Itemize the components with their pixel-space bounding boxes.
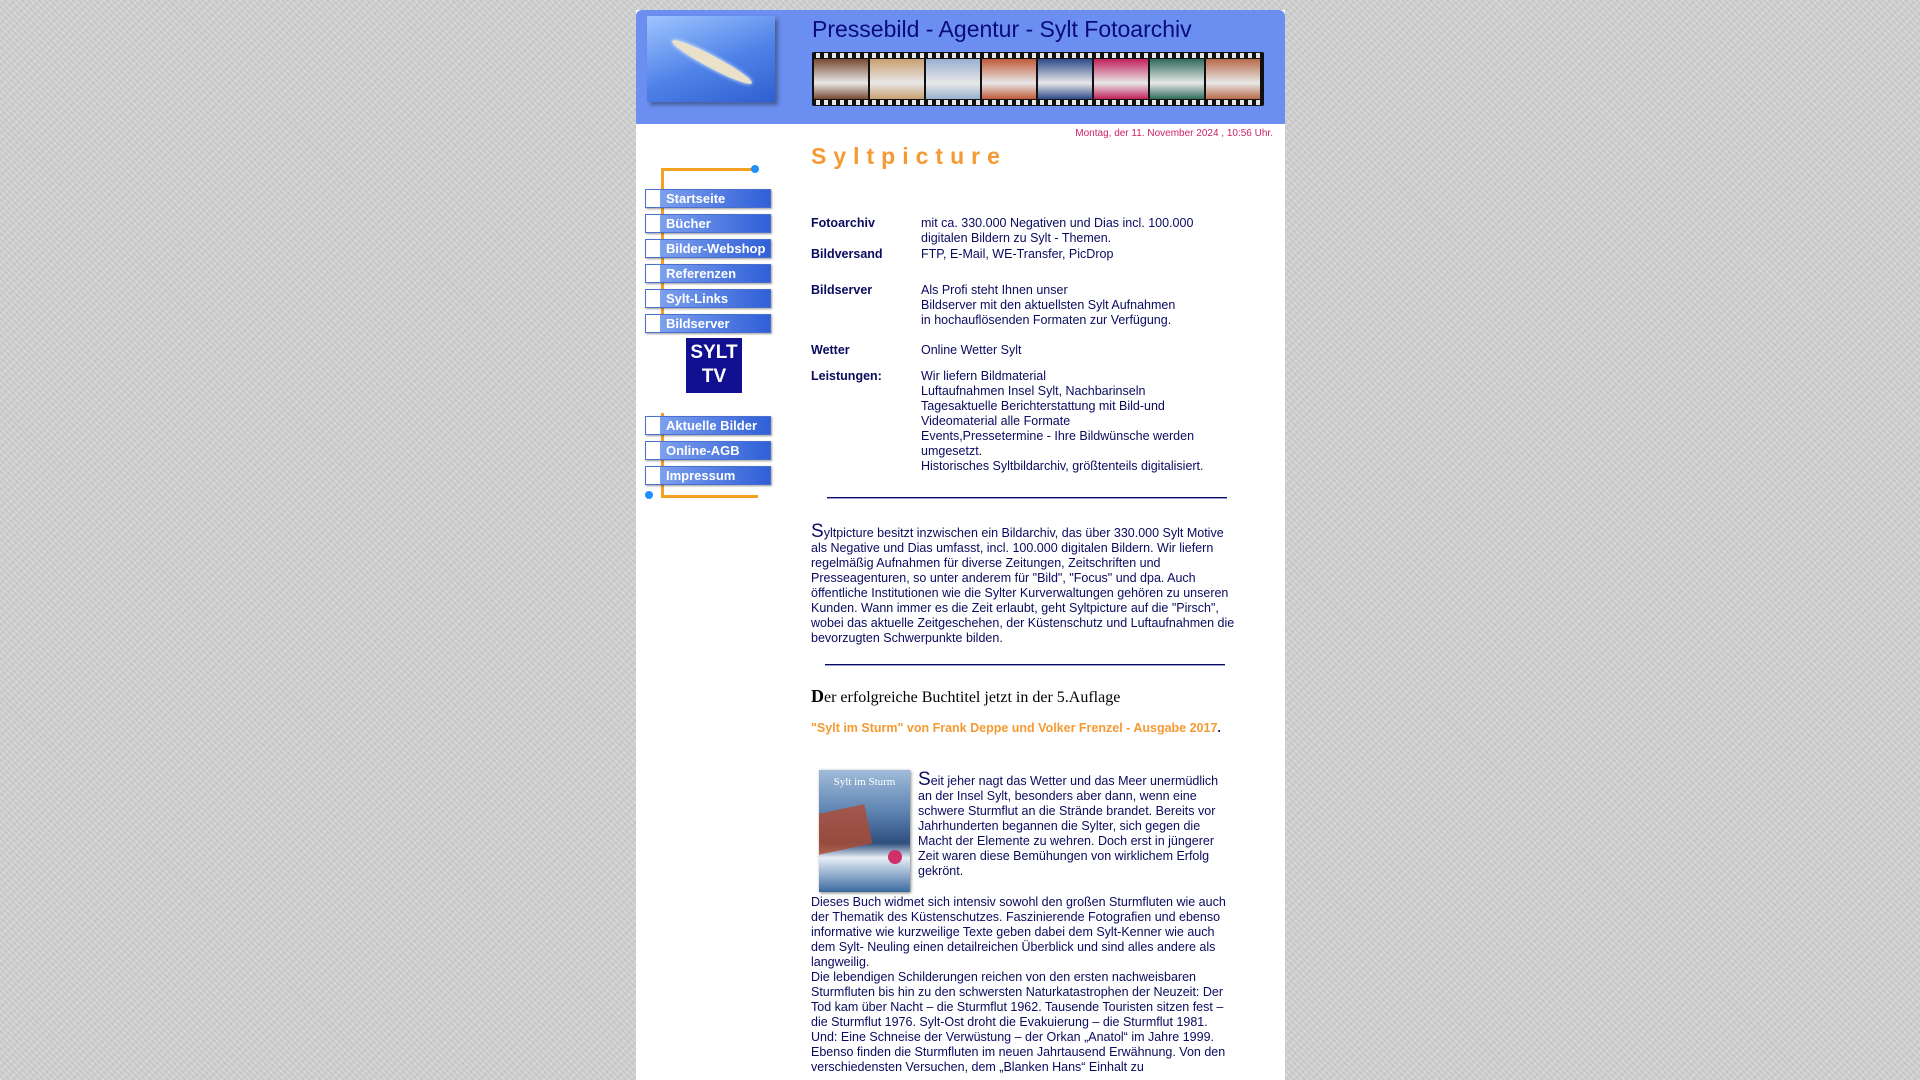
info-label: Leistungen:	[811, 369, 882, 383]
book-description	[918, 769, 1233, 879]
site-title: Pressebild - Agentur - Sylt Fotoarchiv	[812, 16, 1192, 42]
info-value-line: in hochauflösenden Formaten zur Verfügung.	[921, 313, 1172, 327]
filmstrip-banner	[812, 52, 1264, 106]
film-frame-photo	[1094, 59, 1148, 99]
info-value-line: Als Profi steht Ihnen unser	[921, 283, 1068, 297]
film-frames	[814, 59, 1260, 99]
info-label: Fotoarchiv	[811, 216, 875, 230]
divider-2	[825, 664, 1225, 666]
tv-logo-line2: TV	[701, 366, 727, 387]
info-value-line: Tagesaktuelle Berichterstattung mit Bild-und	[921, 399, 1165, 413]
sylt-tv-logo[interactable]	[686, 338, 742, 393]
island-shape	[669, 36, 754, 89]
info-value-line: Bildserver mit den aktuellsten Sylt Aufnahmen	[921, 298, 1176, 312]
header	[636, 10, 1285, 124]
nav-item-bildserver[interactable]: Bildserver	[645, 314, 771, 333]
info-value-line: Events,Pressetermine - Ihre Bildwünsche werden	[921, 429, 1195, 443]
date-line: Montag, der 11. November 2024 , 10:56 Uhr.	[1075, 128, 1273, 139]
film-perforation-bottom	[812, 100, 1264, 105]
intro-paragraph	[811, 521, 1236, 646]
film-frame-photo	[1206, 59, 1260, 99]
book-link[interactable]: "Sylt im Sturm" von Frank Deppe und Volker Frenzel - Ausgabe 2017	[811, 721, 1218, 735]
book-link-tail: .	[1217, 721, 1221, 735]
nav-item-online-agb[interactable]: Online-AGB	[645, 441, 771, 460]
divider-1	[827, 497, 1227, 499]
info-value	[921, 216, 1226, 246]
info-value-line: mit ca. 330.000 Negativen und Dias incl. 100.000	[921, 216, 1194, 230]
nav-dot-bottom	[645, 491, 653, 499]
info-value-line: umgesetzt.	[921, 444, 983, 458]
nav-item-buecher[interactable]: Bücher	[645, 214, 771, 233]
nav-item-bilder-webshop[interactable]: Bilder-Webshop	[645, 239, 771, 258]
nav-item-impressum[interactable]: Impressum	[645, 466, 771, 485]
info-label: Wetter	[811, 343, 850, 357]
book-paragraph-3: Die lebendigen Schilderungen reichen von den ersten nachweisbaren Sturmfluten bis hin zu den schwersten Naturkatastrophen der Neuzeit: Der Tod kam über Nacht – die Sturmflut 1962. Tausende Touristen sitzen fest – die Sturmflut 1976. Sylt-Ost droht die Evakuierung – die Sturmflut 1981. Und: Eine Schneise der Verwüstung – der Orkan „Anatol“ im Jahre 1999. Ebenso finden die Sturmfluten im neuen Jahrtausend Erwähnung. Von den verschiedensten Versuchen, dem „Blanken Hans“ Einhalt zu	[811, 970, 1226, 1074]
brand-heading: Syltpicture	[811, 143, 1007, 169]
film-frame-photo	[870, 59, 924, 99]
tv-logo-line1: SYLT	[690, 342, 738, 363]
info-value-line: digitalen Bildern zu Sylt - Themen.	[921, 231, 1112, 245]
info-label: Bildserver	[811, 283, 873, 297]
intro-dropcap: S	[811, 521, 824, 542]
book-cover-title: Sylt im Sturm	[833, 776, 896, 788]
info-value	[921, 343, 1226, 358]
film-frame-photo	[1150, 59, 1204, 99]
book-heading	[811, 686, 1120, 707]
book-cover-image[interactable]	[819, 770, 910, 892]
book-link-wrap	[811, 720, 1231, 737]
nav-dot-top	[751, 165, 759, 173]
book-heading-text: er erfolgreiche Buchtitel jetzt in der 5.Auflage	[824, 689, 1121, 706]
book-desc-text: eit jeher nagt das Wetter und das Meer unermüdlich an der Insel Sylt, besonders aber dann, wenn eine schwere Sturmflut an die Strände brandet. Bereits vor Jahrhunderten begannen die Sylter, sich gegen die Macht der Elemente zu wehren. Doch erst in jüngerer Zeit waren diese Bemühungen von wirklichem Erfolg gekrönt.	[918, 774, 1219, 878]
cover-cliff-shape	[819, 804, 873, 856]
nav-item-aktuelle-bilder[interactable]: Aktuelle Bilder	[645, 416, 771, 435]
info-value-line: Wir liefern Bildmaterial	[921, 369, 1047, 383]
intro-text: yltpicture besitzt inzwischen ein Bildarchiv, das über 330.000 Sylt Motive als Negative und Dias umfasst, incl. 100.000 digitalen Bildern. Wir liefern regelmäßig Aufnahmen für diverse Zeitungen, Zeitschriften und Presseagenturen, so unter anderem für "Bild", "Focus" und dpa. Auch öffentliche Institutionen wie die Sylter Kurverwaltungen gehören zu unseren Kunden. Wann immer es die Zeit erlaubt, geht Syltpicture auf die "Pirsch", wobei das aktuelle Zeitgeschehen, der Küstenschutz und Luftaufnahmen die bevorzugten Schwerpunkte bilden.	[811, 526, 1235, 645]
info-value	[921, 283, 1226, 328]
aerial-island-photo-icon[interactable]	[647, 16, 775, 102]
info-value-line: Historisches Syltbildarchiv, größtenteils digitalisiert.	[921, 459, 1204, 473]
film-frame-photo	[982, 59, 1036, 99]
info-value-line: Online Wetter Sylt	[921, 343, 1022, 357]
info-value-line: FTP, E-Mail, WE-Transfer, PicDrop	[921, 247, 1114, 261]
page-container	[636, 10, 1285, 1080]
film-frame-photo	[926, 59, 980, 99]
info-value-line: Videomaterial alle Formate	[921, 414, 1071, 428]
cover-seal-icon	[888, 850, 902, 864]
info-label: Bildversand	[811, 247, 883, 261]
book-paragraph-2: Dieses Buch widmet sich intensiv sowohl den großen Sturmfluten wie auch der Thematik des Küstenschutzes. Faszinierende Fotografien und ebenso informative wie kurzweilige Texte geben dabei dem Sylt-Kenner wie auch dem Sylt- Neuling einen detailreichen Überblick und sind alles andere als langweilig.	[811, 895, 1226, 969]
info-value-line: Luftaufnahmen Insel Sylt, Nachbarinseln	[921, 384, 1146, 398]
nav-item-referenzen[interactable]: Referenzen	[645, 264, 771, 283]
info-value	[921, 247, 1226, 262]
book-desc-dropcap: S	[918, 769, 931, 790]
info-value	[921, 369, 1226, 474]
nav-item-startseite[interactable]: Startseite	[645, 189, 771, 208]
film-frame-photo	[1038, 59, 1092, 99]
nav-item-sylt-links[interactable]: Sylt-Links	[645, 289, 771, 308]
film-frame-photo	[814, 59, 868, 99]
book-heading-dropcap: D	[811, 686, 824, 706]
film-perforation-top	[812, 53, 1264, 58]
